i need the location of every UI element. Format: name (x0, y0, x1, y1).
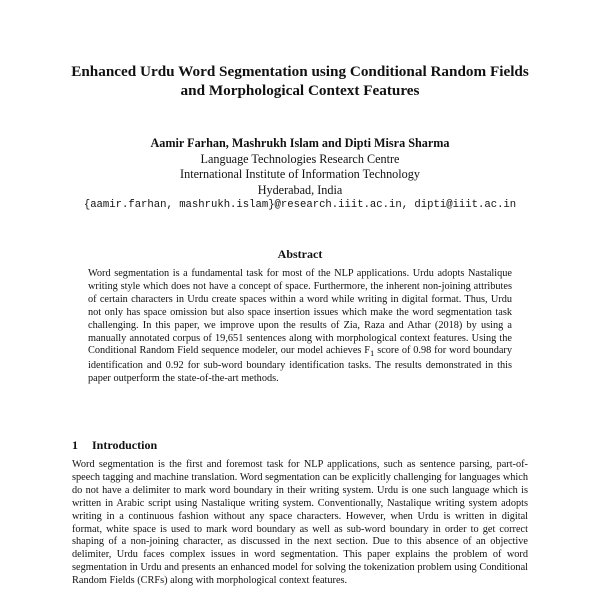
affiliation-lab: Language Technologies Research Centre (200, 151, 400, 166)
section-title: Introduction (92, 438, 158, 452)
author-names: Aamir Farhan, Mashrukh Islam and Dipti Misra Sharma (150, 136, 450, 150)
author-emails: {aamir.farhan, mashrukh.islam}@research.iiit.ac.in, dipti@iiit.ac.in (83, 199, 517, 212)
title-line-2: and Morphological Context Features (180, 82, 420, 99)
section-number: 1 (72, 438, 78, 452)
abstract-heading: Abstract (277, 247, 323, 261)
affiliation-institute: International Institute of Information Technology (180, 167, 420, 182)
abstract-text-part-1: Word segmentation is a fundamental task for most of the NLP applications. Urdu adopts Nastalique writing style which does not have a concept of space. Furthermore, the inherent non-joining attributes of certain characters in Urdu create spaces within a word while writing in digital format. Thus, Urdu not only has space omission but also space insertion issues which make the word segmentation task challenging. In this paper, we improve upon the results of Zia, Raza and Athar (2018) by using a manually annotated corpus of 19,651 sentences along with morphological context features. Using the Conditional Random Field sequence modeler, our model achieves F (88, 268, 512, 357)
paper-title (40, 62, 560, 100)
author-block (40, 136, 560, 214)
introduction-paragraph: Word segmentation is the first and foremost task for NLP applications, such as sentence parsing, part-of-speech tagging and machine translation. Word segmentation can be explicitly challenging for languages which do not have a delimiter to mark word boundary in their writing system. Urdu is one such language which is written in Arabic script using Nastalique writing system. Conventionally, Nastalique writing system adopts writing in a continuous fashion without any space characters. However, when Urdu is written in digital format, white space is used to mark word boundary as well as sub-word boundary in order to get correct shaping of a non-joining character, as discussed in the next section. Due to this absence of an objective delimiter, Urdu faces complex issues in word segmentation. This paper explains the problem of word segmentation in Urdu and presents an enhanced model for solving the tokenization problem using Conditional Random Fields (CRFs) along with morphological context features. (72, 459, 528, 587)
f1-subscript: 1 (370, 348, 375, 359)
abstract-text-part-2: score of 0.98 for word boundary identification and 0.92 for sub-word boundary identification tasks. The results demonstrated in this paper outperform the state-of-the-art methods. (88, 345, 513, 385)
abstract-text (88, 268, 512, 386)
title-line-1: Enhanced Urdu Word Segmentation using Conditional Random Fields (71, 63, 529, 80)
section-heading-introduction (72, 438, 528, 453)
affiliation-location: Hyderabad, India (257, 182, 343, 197)
